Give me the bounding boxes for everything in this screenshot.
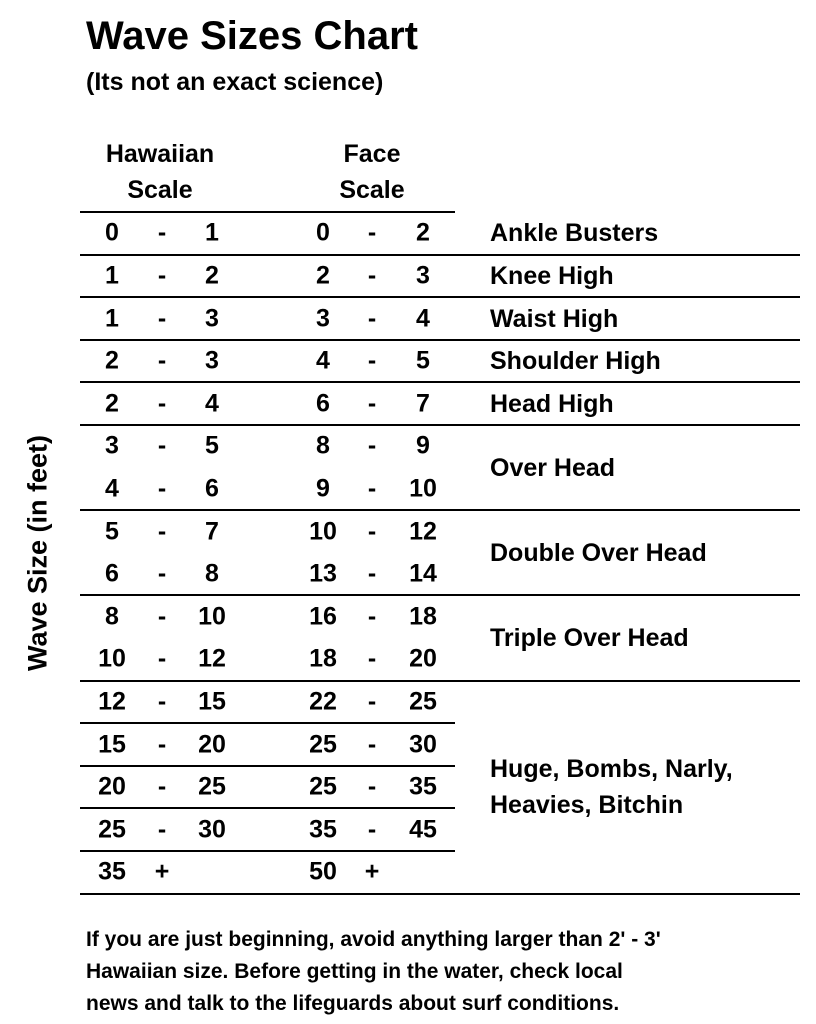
row-rule: [80, 850, 455, 852]
cell-h-sep: +: [154, 857, 170, 886]
hawaiian-header-line2: Scale: [127, 176, 193, 204]
cell-f-max: 9: [416, 431, 430, 460]
cell-f-sep: -: [367, 304, 377, 332]
cell-f-min: 13: [309, 559, 337, 588]
cell-h-max: 12: [198, 644, 226, 673]
cell-h-min: 5: [105, 517, 119, 545]
cell-f-min: 3: [316, 304, 330, 332]
chart-title: Wave Sizes Chart: [86, 14, 418, 58]
cell-f-sep: -: [367, 815, 377, 844]
group-rule: [80, 254, 800, 256]
cell-f-sep: -: [367, 389, 377, 418]
cell-h-max: 15: [198, 687, 226, 716]
cell-f-max: 35: [409, 772, 437, 801]
group-rule: [80, 381, 800, 383]
cell-h-sep: -: [157, 261, 167, 290]
wave-description-line: Knee High: [490, 261, 614, 290]
cell-f-max: 25: [409, 687, 437, 716]
cell-h-min: 8: [105, 602, 119, 631]
cell-f-min: 6: [316, 389, 330, 418]
cell-h-min: 12: [98, 687, 126, 716]
wave-description: [490, 535, 707, 571]
cell-f-sep: -: [367, 730, 377, 758]
hawaiian-scale-header: [80, 136, 240, 208]
cell-f-max: 4: [416, 304, 430, 332]
group-rule: [80, 893, 800, 895]
cell-f-max: 3: [416, 261, 430, 290]
cell-h-max: 20: [198, 730, 226, 758]
cell-h-sep: -: [157, 602, 167, 631]
cell-f-max: 20: [409, 644, 437, 673]
hawaiian-header-line1: Hawaiian: [105, 140, 215, 168]
footer-line: Hawaiian size. Before getting in the water, check local: [86, 960, 623, 983]
cell-h-max: 10: [198, 602, 226, 631]
cell-f-max: 5: [416, 346, 430, 375]
cell-f-min: 4: [316, 346, 330, 375]
cell-f-sep: +: [364, 857, 380, 886]
cell-f-sep: -: [367, 218, 377, 247]
cell-h-min: 4: [105, 474, 119, 503]
cell-h-sep: -: [157, 304, 167, 332]
cell-h-min: 20: [98, 772, 126, 801]
cell-f-max: 10: [409, 474, 437, 503]
cell-f-min: 2: [316, 261, 330, 290]
cell-f-sep: -: [367, 687, 377, 716]
cell-h-min: 25: [98, 815, 126, 844]
cell-h-min: 2: [105, 389, 119, 418]
cell-f-min: 10: [309, 517, 337, 545]
cell-h-max: 2: [205, 261, 219, 290]
cell-f-min: 18: [309, 644, 337, 673]
cell-h-sep: -: [157, 559, 167, 588]
cell-f-min: 35: [309, 815, 337, 844]
wave-description: [490, 751, 733, 823]
cell-h-sep: -: [157, 815, 167, 844]
face-header-line1: Face: [343, 140, 401, 168]
wave-description: [490, 215, 658, 251]
cell-h-max: 1: [205, 218, 219, 247]
cell-f-max: 45: [409, 815, 437, 844]
row-rule: [80, 765, 455, 767]
cell-f-min: 0: [316, 218, 330, 247]
cell-f-max: 14: [409, 559, 437, 588]
footer-note: [86, 924, 786, 1020]
cell-h-sep: -: [157, 474, 167, 503]
footer-line: news and talk to the lifeguards about surf conditions.: [86, 992, 620, 1015]
wave-description-line: Ankle Busters: [490, 219, 659, 248]
cell-f-sep: -: [367, 261, 377, 290]
group-rule: [80, 509, 800, 511]
cell-f-sep: -: [367, 644, 377, 673]
cell-h-min: 0: [105, 218, 119, 247]
row-rule: [80, 807, 455, 809]
wave-description-line: Head High: [490, 389, 614, 418]
row-rule: [80, 722, 455, 724]
cell-h-sep: -: [157, 772, 167, 801]
cell-f-sep: -: [367, 517, 377, 545]
wave-description: [490, 620, 689, 656]
cell-h-max: 30: [198, 815, 226, 844]
cell-f-min: 25: [309, 772, 337, 801]
wave-description: [490, 343, 661, 379]
footer-line: If you are just beginning, avoid anything larger than 2' - 3': [86, 928, 661, 951]
wave-description-line: Huge, Bombs, Narly,: [490, 755, 733, 784]
header-rule: [80, 211, 455, 213]
face-scale-header: [292, 136, 452, 208]
cell-h-sep: -: [157, 644, 167, 673]
cell-f-sep: -: [367, 602, 377, 631]
group-rule: [80, 680, 800, 682]
cell-f-sep: -: [367, 431, 377, 460]
cell-h-sep: -: [157, 730, 167, 758]
cell-f-min: 25: [309, 730, 337, 758]
cell-h-sep: -: [157, 218, 167, 247]
wave-description-line: Triple Over Head: [490, 624, 689, 652]
group-rule: [80, 296, 800, 298]
cell-h-min: 3: [105, 431, 119, 460]
cell-h-max: 25: [198, 772, 226, 801]
cell-h-max: 5: [205, 431, 219, 460]
y-axis-label: Wave Size (in feet): [22, 434, 53, 672]
cell-h-max: 3: [205, 304, 219, 332]
wave-description-line: Over Head: [490, 453, 616, 482]
group-rule: [80, 594, 800, 596]
cell-h-max: 4: [205, 389, 219, 418]
wave-description: [490, 301, 618, 337]
cell-f-sep: -: [367, 346, 377, 375]
cell-h-min: 1: [105, 304, 119, 332]
cell-h-max: 6: [205, 474, 219, 503]
cell-h-min: 6: [105, 559, 119, 588]
cell-f-max: 12: [409, 517, 437, 545]
cell-h-max: 7: [205, 517, 219, 545]
group-rule: [80, 424, 800, 426]
cell-f-sep: -: [367, 474, 377, 503]
cell-h-min: 15: [98, 730, 126, 758]
wave-description: [490, 386, 614, 422]
group-rule: [80, 339, 800, 341]
cell-h-sep: -: [157, 389, 167, 418]
cell-f-sep: -: [367, 772, 377, 801]
cell-f-min: 16: [309, 602, 337, 631]
cell-h-max: 8: [205, 559, 219, 588]
cell-f-min: 22: [309, 687, 337, 716]
cell-h-min: 2: [105, 346, 119, 375]
cell-h-sep: -: [157, 346, 167, 375]
cell-f-sep: -: [367, 559, 377, 588]
cell-h-sep: -: [157, 517, 167, 545]
cell-h-min: 10: [98, 644, 126, 673]
cell-f-min: 8: [316, 431, 330, 460]
cell-f-max: 30: [409, 730, 437, 758]
cell-h-min: 1: [105, 261, 119, 290]
cell-f-min: 50: [309, 857, 337, 886]
cell-f-max: 7: [416, 389, 430, 418]
cell-f-min: 9: [316, 474, 330, 503]
cell-h-max: 3: [205, 346, 219, 375]
wave-description-line: Heavies, Bitchin: [490, 791, 684, 820]
wave-description-line: Shoulder High: [490, 347, 661, 376]
wave-description-line: Double Over Head: [490, 538, 707, 567]
wave-description: [490, 450, 615, 486]
cell-f-max: 2: [416, 218, 430, 247]
cell-h-min: 35: [98, 857, 126, 886]
cell-h-sep: -: [157, 431, 167, 460]
face-header-line2: Scale: [339, 176, 405, 204]
cell-h-sep: -: [157, 687, 167, 716]
wave-description: [490, 258, 614, 294]
wave-description-line: Waist High: [490, 304, 619, 333]
cell-f-max: 18: [409, 602, 437, 631]
chart-subtitle: (Its not an exact science): [86, 68, 384, 96]
